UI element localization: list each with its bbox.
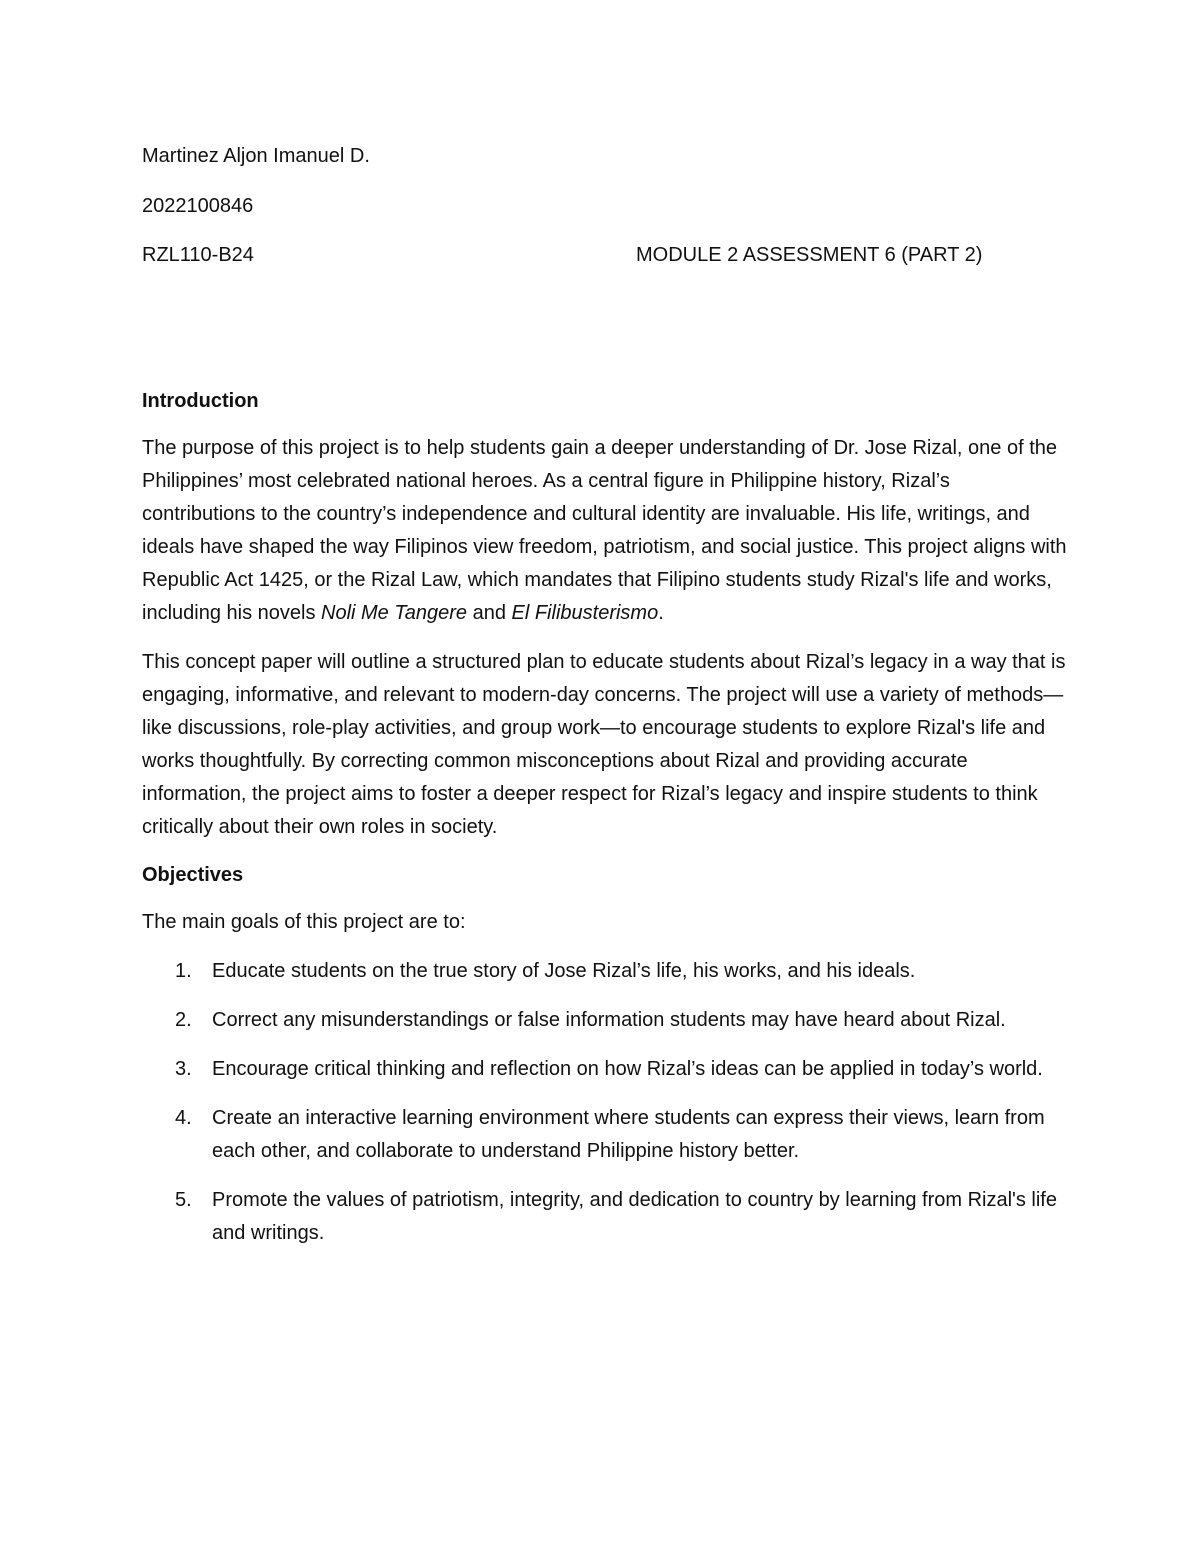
list-item (142, 1004, 1067, 1037)
list-text: Educate students on the true story of Jose Rizal’s life, his works, and his ideals. (212, 960, 916, 982)
list-text: Encourage critical thinking and reflection on how Rizal’s ideas can be applied in today’s world. (212, 1058, 1043, 1080)
student-name: Martinez Aljon Imanuel D. (142, 145, 370, 167)
list-item (142, 955, 1067, 988)
novel-title-fili: El Filibusterismo (511, 602, 659, 624)
list-item (142, 1184, 1067, 1250)
document-body (142, 386, 1067, 1266)
list-item (142, 1053, 1067, 1086)
objectives-list (142, 955, 1067, 1250)
introduction-heading: Introduction (142, 390, 259, 412)
objectives-intro: The main goals of this project are to: (142, 911, 466, 933)
list-number: 4. (175, 1107, 192, 1129)
student-id: 2022100846 (142, 195, 254, 217)
list-number: 2. (175, 1009, 192, 1031)
list-number: 3. (175, 1058, 192, 1080)
list-number: 5. (175, 1189, 192, 1211)
list-text: Create an interactive learning environment where students can express their views, learn from each other, and collaborate to understand Philippine history better. (212, 1107, 1045, 1162)
intro-p1-and: and (467, 602, 512, 624)
assessment-title: MODULE 2 ASSESSMENT 6 (PART 2) (636, 244, 983, 266)
list-text: Correct any misunderstandings or false information students may have heard about Rizal. (212, 1009, 1006, 1031)
list-text: Promote the values of patriotism, integrity, and dedication to country by learning from Rizal's life and writings. (212, 1189, 1057, 1244)
list-number: 1. (175, 960, 192, 982)
introduction-paragraph-2: This concept paper will outline a structured plan to educate students about Rizal’s legacy in a way that is engaging, informative, and relevant to modern-day concerns. The project will use a variety of methods—like discussions, role-play activities, and group work—to encourage students to explore Rizal's life and works thoughtfully. By correcting common misconceptions about Rizal and providing accurate information, the project aims to foster a deeper respect for Rizal’s legacy and inspire students to think critically about their own roles in society. (142, 651, 1066, 838)
objectives-heading: Objectives (142, 864, 244, 886)
introduction-paragraph-1 (142, 432, 1067, 630)
intro-p1-text: The purpose of this project is to help students gain a deeper understanding of Dr. Jose Rizal, one of the Philippines’ most celebrated national heroes. As a central figure in Philippine history, Rizal’s contributions to the country’s independence and cultural identity are invaluable. His life, writings, and ideals have shaped the way Filipinos view freedom, patriotism, and social justice. This project aligns with Republic Act 1425, or the Rizal Law, which mandates that Filipino students study Rizal's life and works, including his novels (142, 437, 1067, 624)
course-code: RZL110-B24 (142, 244, 254, 266)
list-item (142, 1102, 1067, 1168)
novel-title-noli: Noli Me Tangere (321, 602, 468, 624)
intro-p1-end: . (658, 602, 664, 624)
